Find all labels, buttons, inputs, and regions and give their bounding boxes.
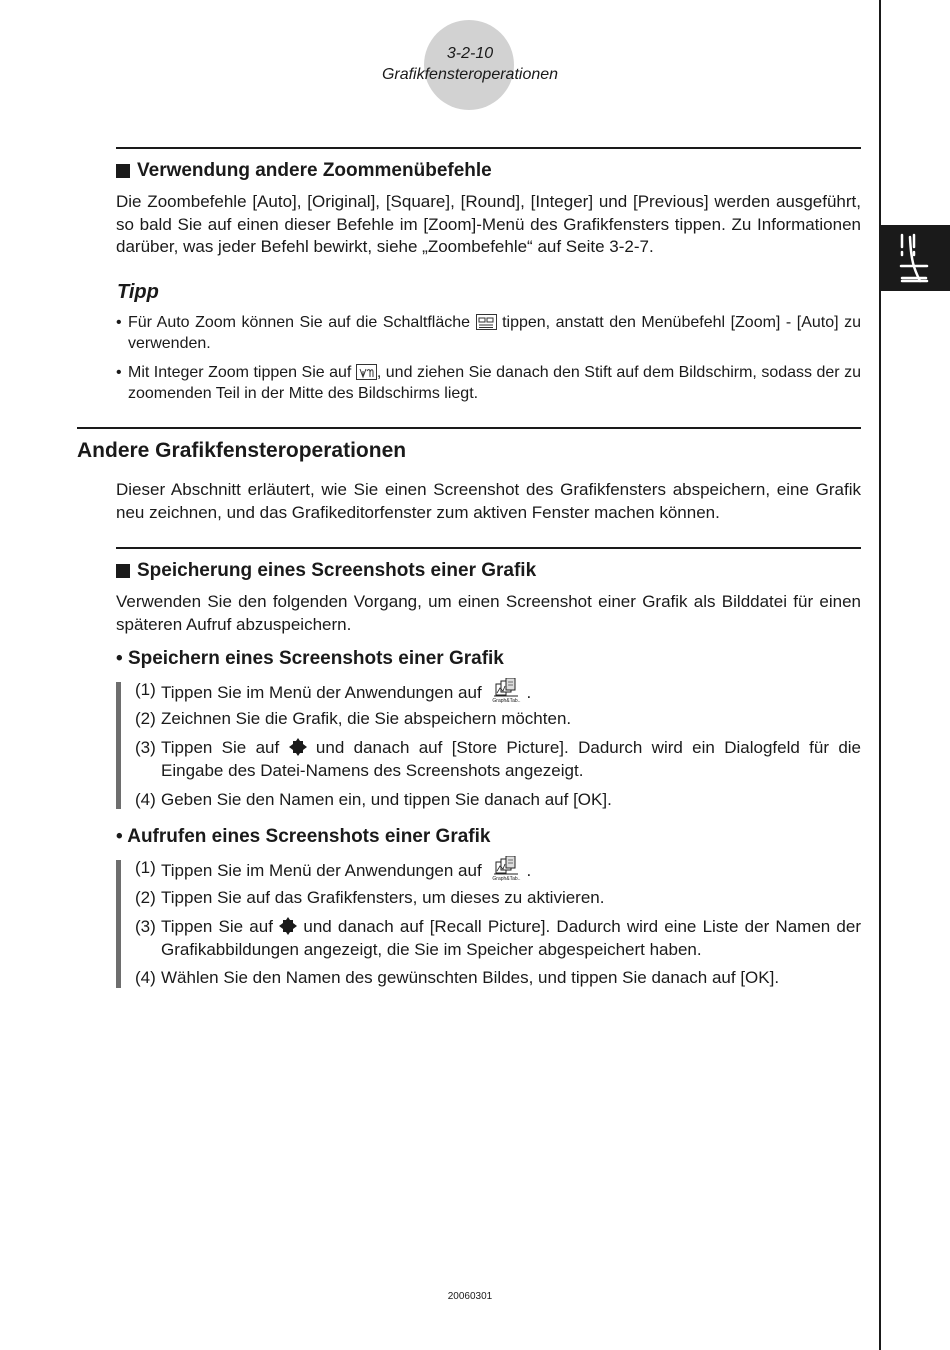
tip-bullet-text bbox=[128, 362, 861, 404]
step-number: (2) bbox=[135, 709, 156, 728]
step-text-part: Tippen Sie auf bbox=[161, 917, 273, 936]
procedure-step bbox=[135, 966, 861, 989]
procedure-step bbox=[135, 736, 861, 782]
step-text-part: und danach auf [Recall Picture]. Dadurch wird eine Liste der Namen der Grafikabbildungen angezeigt, die Sie im Speicher abgespeichert haben. bbox=[161, 917, 861, 959]
step-text: Geben Sie den Namen ein, und tippen Sie danach auf [OK]. bbox=[161, 790, 612, 809]
page-number: 3-2-10 bbox=[446, 45, 494, 62]
square-bullet-icon bbox=[116, 564, 130, 578]
square-bullet-icon bbox=[116, 164, 130, 178]
step-number: (4) bbox=[135, 968, 156, 987]
app-icon-label: Graph&Tab.. bbox=[492, 876, 521, 882]
step-number: (4) bbox=[135, 790, 156, 809]
graph-table-app-icon bbox=[486, 856, 526, 882]
bullet-dot: • bbox=[116, 314, 122, 331]
step-number: (3) bbox=[135, 917, 156, 936]
menu-diamond-icon bbox=[289, 738, 307, 756]
tip-bullet bbox=[116, 312, 861, 356]
step-text-part: und danach auf [Store Picture]. Dadurch wird ein Dialogfeld für die Eingabe des Datei-Namens des Screenshots angezeigt. bbox=[161, 738, 862, 780]
step-text-part: Tippen Sie im Menü der Anwendungen auf bbox=[161, 861, 482, 880]
section-rule bbox=[77, 427, 861, 429]
section-heading-zoom bbox=[116, 160, 492, 182]
procedure-step bbox=[135, 678, 861, 704]
procedure-step bbox=[135, 707, 861, 730]
step-text: Tippen Sie auf das Grafikfensters, um dieses zu aktivieren. bbox=[161, 888, 605, 907]
step-number: (2) bbox=[135, 888, 156, 907]
graph-chapter-icon bbox=[881, 225, 950, 291]
step-text bbox=[161, 736, 861, 782]
step-text: Wählen Sie den Namen des gewünschten Bildes, und tippen Sie danach auf [OK]. bbox=[161, 968, 780, 987]
section-heading-text: Verwendung andere Zoommenübefehle bbox=[137, 160, 492, 181]
step-text-part: . bbox=[526, 861, 532, 880]
procedure-step bbox=[135, 915, 861, 961]
tip-text: tippen, anstatt den Menübefehl [Zoom] - [Auto] zu verwenden. bbox=[128, 314, 861, 352]
step-number: (1) bbox=[135, 858, 156, 877]
step-number: (1) bbox=[135, 680, 156, 699]
chapter-tab bbox=[881, 225, 950, 291]
tip-bullet-text bbox=[128, 312, 861, 354]
section-rule bbox=[116, 547, 861, 549]
procedure-heading-save bbox=[116, 648, 504, 670]
page-header-title: Grafikfensteroperationen bbox=[381, 66, 559, 83]
step-text: Zeichnen Sie die Grafik, die Sie abspeichern möchten. bbox=[161, 709, 572, 728]
menu-diamond-icon bbox=[279, 917, 297, 935]
step-number: (3) bbox=[135, 738, 156, 757]
section-paragraph: Dieser Abschnitt erläutert, wie Sie einen Screenshot des Grafikfensters abspeichern, eine Grafik neu zeichnen, und das Grafikeditorfenster zum aktiven Fenster machen können. bbox=[116, 480, 861, 522]
procedure-bar bbox=[116, 860, 121, 988]
section-heading-other-ops: Andere Grafikfensteroperationen bbox=[77, 439, 407, 462]
procedure-step bbox=[135, 886, 861, 909]
header-circle bbox=[424, 20, 514, 110]
integer-zoom-hand-icon bbox=[356, 364, 377, 380]
tip-text: Für Auto Zoom können Sie auf die Schaltfläche bbox=[128, 314, 471, 331]
section-rule bbox=[116, 147, 861, 149]
procedure-step bbox=[135, 788, 861, 811]
step-text bbox=[161, 856, 861, 882]
tip-text: , und ziehen Sie danach den Stift auf dem Bildschirm, sodass der zu zoomenden Teil in der Mitte des Bildschirms liegt. bbox=[128, 364, 862, 402]
auto-zoom-icon bbox=[476, 314, 497, 330]
tip-bullet bbox=[116, 362, 861, 406]
section-heading-screenshot bbox=[116, 560, 536, 582]
procedure-heading-text: Aufrufen eines Screenshots einer Grafik bbox=[127, 826, 491, 847]
step-text bbox=[161, 915, 861, 961]
step-text-part: Tippen Sie im Menü der Anwendungen auf bbox=[161, 683, 482, 702]
step-text-part: . bbox=[526, 683, 532, 702]
step-text-part: Tippen Sie auf bbox=[161, 738, 280, 757]
procedure-heading-recall bbox=[116, 826, 490, 848]
right-margin-rule bbox=[879, 0, 881, 1350]
graph-table-app-icon bbox=[486, 678, 526, 704]
app-icon-label: Graph&Tab.. bbox=[492, 698, 521, 704]
procedure-step bbox=[135, 856, 861, 882]
section-heading-text: Speicherung eines Screenshots einer Grafik bbox=[137, 560, 537, 581]
tip-text: Mit Integer Zoom tippen Sie auf bbox=[128, 364, 352, 381]
section-paragraph: Verwenden Sie den folgenden Vorgang, um einen Screenshot einer Grafik als Bilddatei für einen späteren Aufruf abzuspeichern. bbox=[116, 592, 861, 634]
bullet-dot: • bbox=[116, 648, 123, 669]
section-paragraph: Die Zoombefehle [Auto], [Original], [Square], [Round], [Integer] und [Previous] werden ausgeführt, so bald Sie auf einen dieser Befehle im [Zoom]-Menü des Grafikfensters tippen. Zu Informationen darüber, was jeder Befehl bewirkt, siehe „Zoombefehle“ auf Seite 3-2-7. bbox=[116, 192, 861, 256]
bullet-dot: • bbox=[116, 826, 123, 847]
procedure-heading-text: Speichern eines Screenshots einer Grafik bbox=[127, 648, 504, 669]
tip-title: Tipp bbox=[117, 281, 159, 303]
bullet-dot: • bbox=[116, 364, 122, 381]
procedure-bar bbox=[116, 682, 121, 809]
step-text bbox=[161, 678, 861, 704]
footer-code: 20060301 bbox=[447, 1291, 493, 1302]
